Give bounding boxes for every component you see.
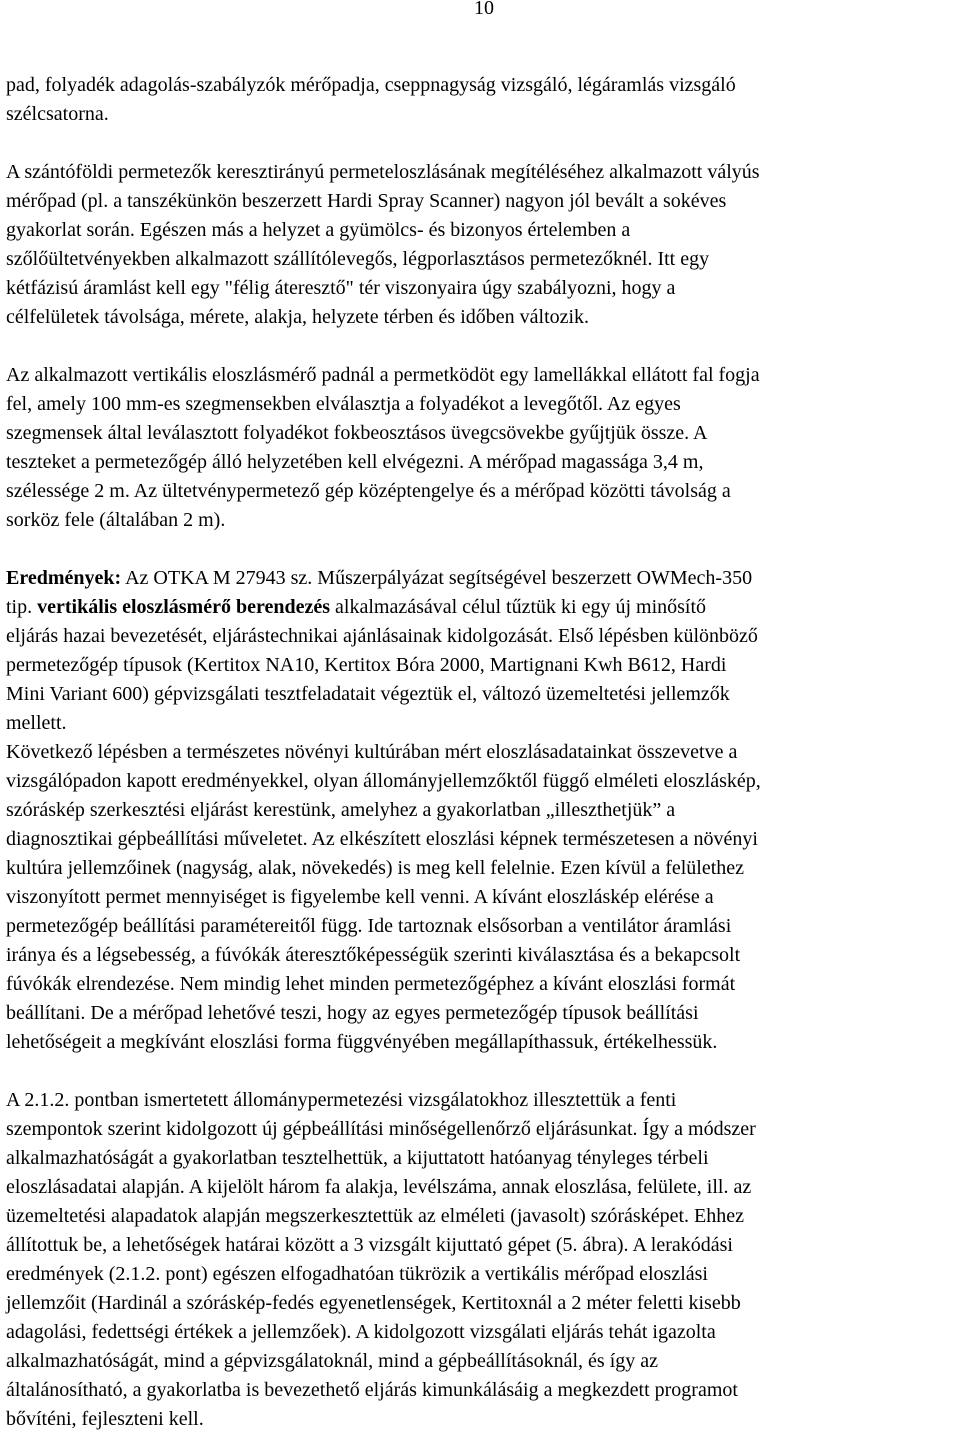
text-line: gyakorlat során. Egészen más a helyzet a gyümölcs- és bizonyos értelemben a — [6, 219, 631, 241]
results-heading: Eredmények: — [6, 567, 122, 589]
text-line: szőlőültetvényekben alkalmazott szállítólevegős, légporlasztásos permetezőknél. Itt egy — [6, 248, 710, 270]
text-line: kultúra jellemzőinek (nagyság, alak, növekedés) is meg kell felelnie. Ezen kívül a felülethez — [6, 857, 745, 879]
text-line: mérőpad (pl. a tanszékünkön beszerzett Hardi Spray Scanner) nagyon jól bevált a sokéves — [6, 190, 727, 212]
paragraph-field-sprayers — [6, 158, 956, 332]
text-line: pad, folyadék adagolás-szabályzók mérőpadja, cseppnagyság vizsgáló, légáramlás vizsgáló — [6, 74, 736, 96]
text-line: általánosítható, a gyakorlatba is bevezethető eljárás kimunkálásáig a megkezdett programot — [6, 1379, 738, 1401]
text-line: diagnosztikai gépbeállítási műveletet. Az elkészített eloszlási képnek természetesen a növényi — [6, 828, 758, 850]
text-line: Mini Variant 600) gépvizsgálati tesztfeladatait végeztük el, változó üzemeltetési jellemzők — [6, 683, 730, 705]
text-segment: Az OTKA M 27943 sz. Műszerpályázat segítségével beszerzett OWMech-350 — [121, 567, 753, 589]
text-line: szempontok szerint kidolgozott új gépbeállítási minőségellenőrző eljárásunkat. Így a módszer — [6, 1118, 756, 1140]
page-number: 10 — [474, 0, 494, 19]
text-line: beállítani. De a mérőpad lehetővé teszi, hogy az egyes permetezőgép típusok beállítási — [6, 1002, 699, 1024]
text-line: Következő lépésben a természetes növényi kultúrában mért eloszlásadatainkat összevetve a — [6, 741, 738, 763]
text-line: üzemeltetési alapadatok alapján megszerkesztettük az elméleti (javasolt) szórásképet. Ehhez — [6, 1205, 744, 1227]
text-line: alkalmazhatóságát, mind a gépvizsgálatoknál, mind a gépbeállításoknál, és így az — [6, 1350, 659, 1372]
emphasis-device: vertikális eloszlásmérő berendezés — [37, 596, 331, 618]
text-line: eredmények (2.1.2. pont) egészen elfogadhatóan tükrözik a vertikális mérőpad eloszlási — [6, 1263, 708, 1285]
text-line: fúvókák elrendezése. Nem mindig lehet minden permetezőgéphez a kívánt eloszlási formát — [6, 973, 736, 995]
paragraph-vertical-distribution — [6, 361, 956, 535]
text-line: kétfázisú áramlást kell egy "félig áteresztő" tér viszonyaira úgy szabályozni, hogy a — [6, 277, 676, 299]
text-line: A 2.1.2. pontban ismertetett állománypermetezési vizsgálatokhoz illesztettük a fenti — [6, 1089, 677, 1111]
text-line: szélcsatorna. — [6, 103, 109, 125]
text-line: jellemzőit (Hardinál a szóráskép-fedés egyenetlenségek, Kertitoxnál a 2 méter feletti kisebb — [6, 1292, 741, 1314]
text-segment: tip. — [6, 596, 38, 618]
text-line: szélessége 2 m. Az ültetvénypermetező gép középtengelye és a mérőpad közötti távolság a — [6, 480, 731, 502]
text-line: bővíténi, fejleszteni kell. — [6, 1408, 204, 1430]
text-line: alkalmazhatóságát a gyakorlatban tesztelhettük, a kijuttatott hatóanyag tényleges térbeli — [6, 1147, 709, 1169]
paragraph-results — [6, 564, 956, 1057]
text-line: permetezőgép típusok (Kertitox NA10, Kertitox Bóra 2000, Martignani Kwh B612, Hardi — [6, 654, 727, 676]
text-line: Az alkalmazott vertikális eloszlásmérő padnál a permetködöt egy lamellákkal ellátott fal fogja — [6, 364, 760, 386]
text-line: sorköz fele (általában 2 m). — [6, 509, 226, 531]
text-line: teszteket a permetezőgép álló helyzetében kell elvégezni. A mérőpad magassága 3,4 m, — [6, 451, 704, 473]
text-line: eljárás hazai bevezetését, eljárástechnikai ajánlásainak kidolgozását. Első lépésben különböző — [6, 625, 758, 647]
text-line: viszonyított permet mennyiséget is figyelembe kell venni. A kívánt eloszláskép elérése a — [6, 886, 714, 908]
text-line: vizsgálópadon kapott eredményekkel, olyan állományjellemzőktől függő elméleti eloszláskép, — [6, 770, 761, 792]
text-line: szóráskép szerkesztési eljárást kerestünk, amelyhez a gyakorlatban „illeszthetjük” a — [6, 799, 676, 821]
text-line: mellett. — [6, 712, 67, 734]
text-line: A szántóföldi permetezők keresztirányú permeteloszlásának megítéléséhez alkalmazott vályús — [6, 161, 760, 183]
paragraph-equipment-list — [6, 71, 956, 129]
text-line: eloszlásadatai alapján. A kijelölt három fa alakja, levélszáma, annak eloszlása, felülete, ill. az — [6, 1176, 752, 1198]
text-line: fel, amely 100 mm-es szegmensekben elválasztja a folyadékot a levegőtől. Az egyes — [6, 393, 681, 415]
text-line: állítottuk be, a lehetőségek határai között a 3 vizsgált kijuttató gépet (5. ábra). A lerakódási — [6, 1234, 733, 1256]
text-line — [6, 593, 956, 622]
text-line: iránya és a légsebesség, a fúvókák áteresztőképességük szerinti kiválasztása és a bekapcsolt — [6, 944, 741, 966]
text-line: permetezőgép beállítási paramétereitől függ. Ide tartoznak elsősorban a ventilátor áramlási — [6, 915, 732, 937]
text-line: célfelületek távolsága, mérete, alakja, helyzete térben és időben változik. — [6, 306, 590, 328]
text-line: szegmensek által leválasztott folyadékot fokbeosztásos üvegcsövekbe gyűjtjük össze. A — [6, 422, 708, 444]
paragraph-method-validation — [6, 1086, 956, 1434]
text-segment: alkalmazásával célul tűztük ki egy új minősítő — [330, 596, 707, 618]
results-heading-line — [6, 564, 956, 593]
text-line: lehetőségeit a megkívánt eloszlási forma függvényében megállapíthassuk, értékelhessük. — [6, 1031, 718, 1053]
text-line: adagolási, fedettségi értékek a jellemzőek). A kidolgozott vizsgálati eljárás tehát igazolta — [6, 1321, 716, 1343]
